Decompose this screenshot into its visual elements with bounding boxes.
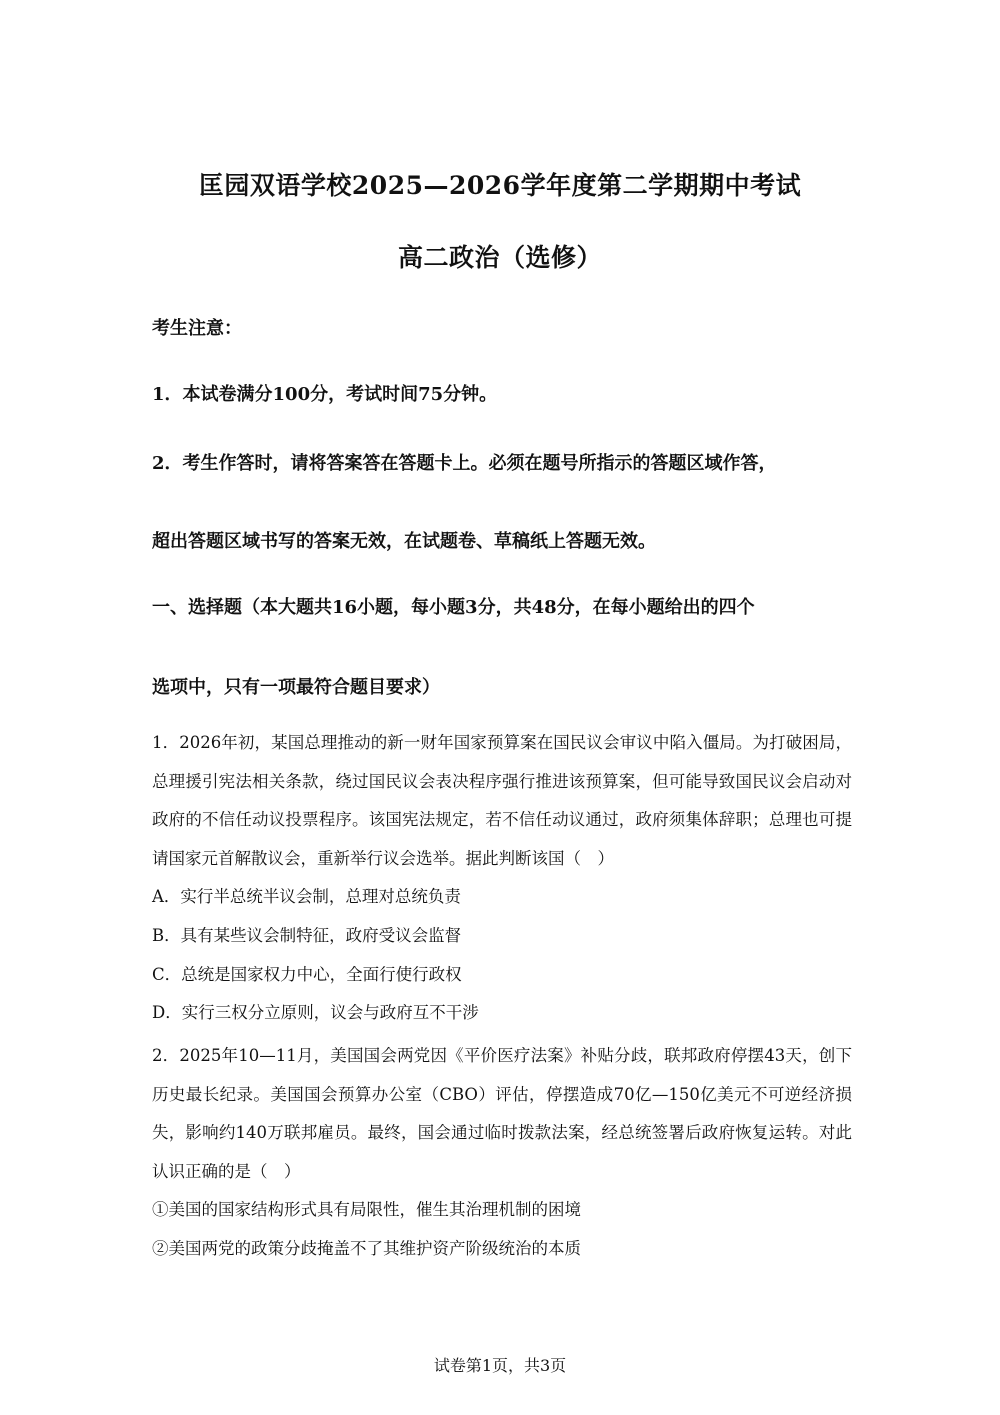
- section-heading-continued: 选项中，只有一项最符合题目要求）: [152, 677, 440, 698]
- question-1-option-a: A．实行半总统半议会制，总理对总统负责: [152, 887, 461, 906]
- notice-item-2-continued: 超出答题区域书写的答案无效，在试题卷、草稿纸上答题无效。: [152, 531, 656, 552]
- question-2-statement-1: ①美国的国家结构形式具有局限性，催生其治理机制的困境: [152, 1200, 581, 1219]
- notice-item-2: 2．考生作答时，请将答案答在答题卡上。必须在题号所指示的答题区域作答，: [152, 453, 777, 474]
- question-1: [152, 724, 852, 1033]
- exam-title: 匡园双语学校2025—2026学年度第二学期期中考试: [198, 171, 802, 200]
- question-1-option-c: C．总统是国家权力中心，全面行使行政权: [152, 964, 462, 984]
- exam-subtitle: 高二政治（选修）: [397, 243, 602, 272]
- question-2-statement-2: ②美国两党的政策分歧掩盖不了其维护资产阶级统治的本质: [152, 1238, 581, 1258]
- section-heading: 一、选择题（本大题共16小题，每小题3分，共48分，在每小题给出的四个: [152, 597, 755, 618]
- question-1-stem: 1．2026年初，某国总理推动的新一财年国家预算案在国民议会审议中陷入僵局。为打破困局，总理援引宪法相关条款，绕过国民议会表决程序强行推进该预算案，但可能导致国民议会启动对政府的不信任动议投票程序。该国宪法规定，若不信任动议通过，政府须集体辞职；总理也可提请国家元首解散议会，重新举行议会选举。据此判断该国（ ）: [152, 733, 852, 868]
- question-1-option-b: B．具有某些议会制特征，政府受议会监督: [152, 925, 462, 945]
- page-footer: 试卷第1页，共3页: [433, 1356, 567, 1375]
- question-1-option-d: D．实行三权分立原则，议会与政府互不干涉: [152, 1003, 479, 1023]
- notice-heading: 考生注意：: [152, 318, 242, 339]
- question-2-stem: 2．2025年10—11月，美国国会两党因《平价医疗法案》补贴分歧，联邦政府停摆43天，创下历史最长纪录。美国国会预算办公室（CBO）评估，停摆造成70亿—150亿美元不可逆经济损失，影响约140万联邦雇员。最终，国会通过临时拨款法案，经总统签署后政府恢复运转。对此认识正确的是（ ）: [152, 1046, 852, 1181]
- notice-item-1: 1．本试卷满分100分，考试时间75分钟。: [152, 384, 498, 405]
- question-2: [152, 1037, 852, 1269]
